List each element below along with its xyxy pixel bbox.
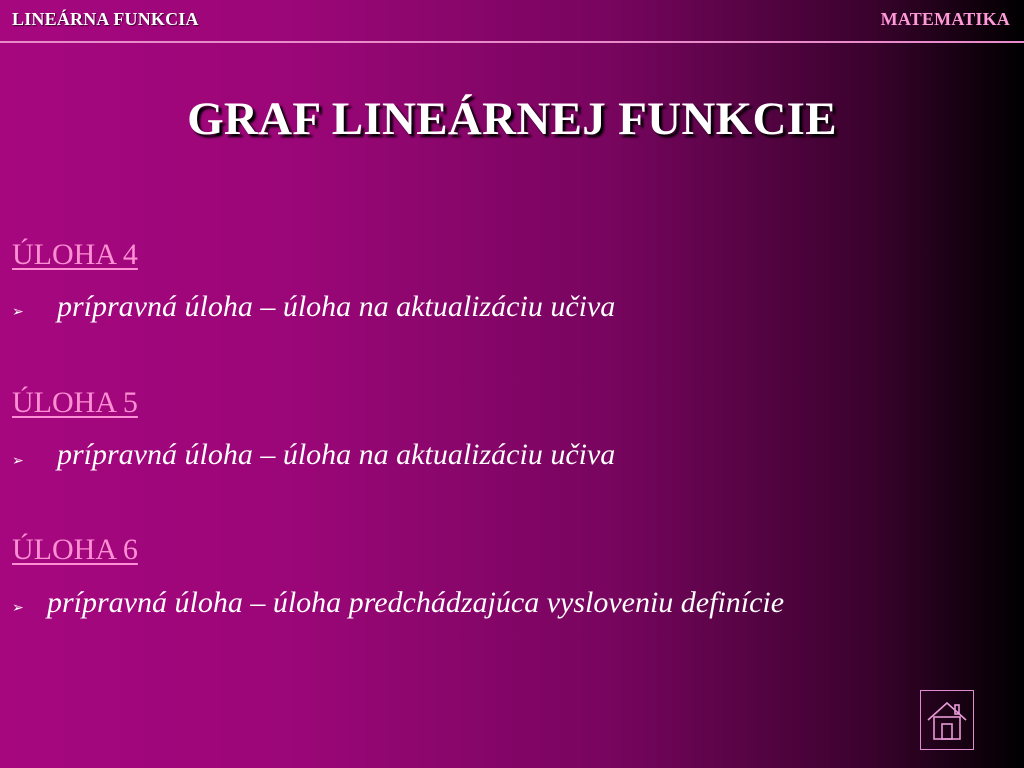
home-icon	[925, 697, 969, 743]
task-6-heading-wrap	[12, 533, 138, 567]
task-4-link[interactable]: ÚLOHA 4	[12, 238, 138, 271]
task-4-heading-wrap	[12, 238, 138, 272]
task-5-link[interactable]: ÚLOHA 5	[12, 386, 138, 419]
header-divider	[0, 41, 1024, 43]
task-6-link[interactable]: ÚLOHA 6	[12, 533, 138, 566]
task-4-description: prípravná úloha – úloha na aktualizáciu učiva	[57, 290, 616, 323]
bullet-icon: ➢	[12, 454, 24, 469]
header-left-title: LINEÁRNA FUNKCIA	[12, 9, 199, 29]
header-right-title: MATEMATIKA	[880, 9, 1010, 29]
task-5-description: prípravná úloha – úloha na aktualizáciu učiva	[57, 438, 616, 471]
slide-title: GRAF LINEÁRNEJ FUNKCIE	[187, 93, 837, 145]
bullet-icon: ➢	[12, 305, 24, 320]
bullet-icon: ➢	[12, 601, 24, 616]
task-6-description: prípravná úloha – úloha predchádzajúca vysloveniu definície	[47, 586, 785, 619]
task-5-heading-wrap	[12, 386, 138, 420]
home-button[interactable]	[920, 690, 974, 750]
